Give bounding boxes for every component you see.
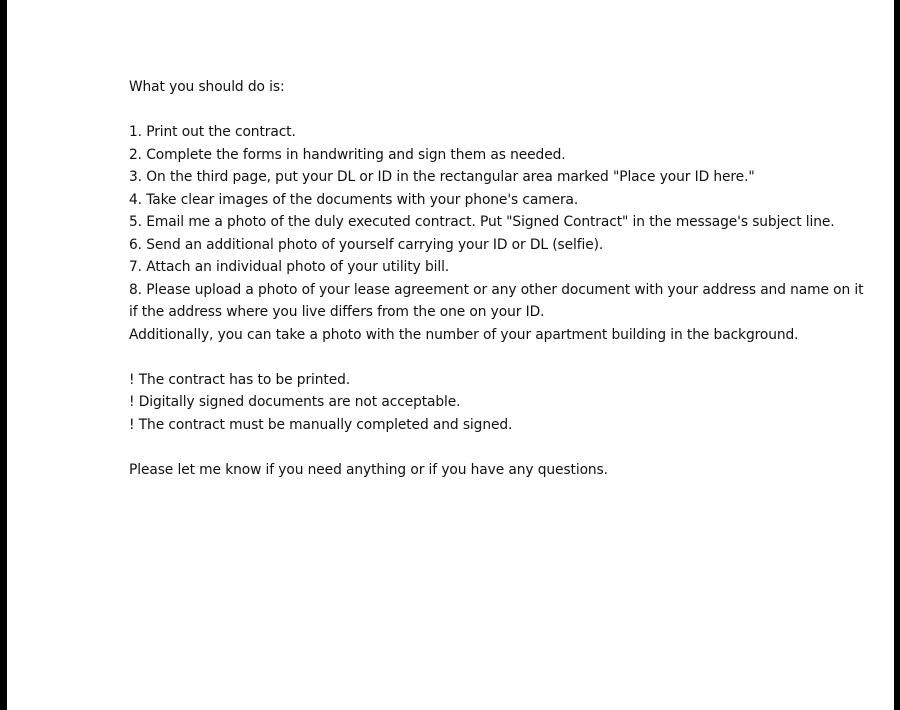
left-border: [0, 0, 7, 710]
step-5: 5. Email me a photo of the duly executed contract. Put "Signed Contract" in the message's subject line.: [129, 214, 835, 230]
step-6: 6. Send an additional photo of yourself carrying your ID or DL (selfie).: [129, 236, 604, 253]
step-3: 3. On the third page, put your DL or ID in the rectangular area marked "Place your ID here.": [129, 169, 755, 185]
step-7: 7. Attach an individual photo of your utility bill.: [129, 259, 450, 275]
step-1: 1. Print out the contract.: [129, 124, 296, 140]
steps-list: [129, 121, 864, 346]
warning-3: ! The contract must be manually completed and signed.: [129, 416, 513, 433]
step-4: 4. Take clear images of the documents with your phone's camera.: [129, 191, 579, 208]
spacer: [129, 99, 829, 122]
step-8-continuation: if the address where you live differs from the one on your ID.: [129, 304, 545, 320]
spacer: [129, 436, 829, 459]
right-border: [894, 0, 900, 710]
step-8: 8. Please upload a photo of your lease agreement or any other document with your address and name on it: [129, 281, 864, 298]
warning-2: ! Digitally signed documents are not acceptable.: [129, 394, 461, 410]
closing-text: Please let me know if you need anything or if you have any questions.: [129, 461, 608, 478]
warning-1: ! The contract has to be printed.: [129, 371, 351, 388]
spacer: [129, 346, 829, 369]
intro-text: What you should do is:: [129, 79, 285, 95]
document-body: [129, 76, 864, 481]
step-2: 2. Complete the forms in handwriting and sign them as needed.: [129, 146, 566, 163]
warnings-list: [129, 369, 829, 437]
additional-note: Additionally, you can take a photo with the number of your apartment building in the background.: [129, 326, 799, 343]
